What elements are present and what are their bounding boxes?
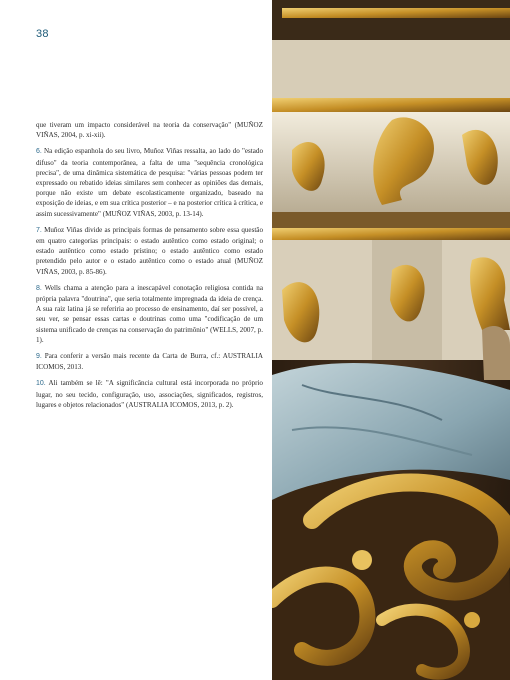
footnote-number: 10.	[36, 380, 46, 388]
footnote-text: Ali também se lê: "A significância cultural está incorporada no próprio lugar, no seu tecido, configuração, uso, associações, significados, registros, lugares e objetos relacionados" (AUSTRALIA ICOMOS, 2013, p. 2).	[36, 379, 263, 409]
footnote-text: Wells chama a atenção para a inescapável conotação religiosa contida na própria palavra "doutrina", que seria totalmente impregnada da ideia de crença. A sua raiz latina já se referiria ao processo de ensinamento, daí ser possível, a seu ver, se pensar essas cartas e doutrinas como uma "codificação de um sistema unificado de crenças na conservação do patrimônio" (WELLS, 2007, p. 1).	[36, 283, 263, 344]
footnote-10	[36, 378, 263, 410]
footnote-6	[36, 146, 263, 218]
footnotes-column	[36, 120, 263, 416]
baroque-altar-photo	[272, 0, 510, 680]
page-number: 38	[36, 28, 49, 40]
footnote-number: 7.	[36, 226, 42, 234]
footnote-9	[36, 351, 263, 372]
footnote-7	[36, 225, 263, 277]
footnote-number: 9.	[36, 353, 42, 361]
footnote-text: que tiveram um impacto considerável na teoria da conservação" (MUÑOZ VIÑAS, 2004, p. xi-xii).	[36, 121, 263, 140]
footnote-continuation	[36, 120, 263, 140]
footnote-text: Para conferir a versão mais recente da Carta de Burra, cf.: AUSTRALIA ICOMOS, 2013.	[36, 352, 263, 372]
footnote-number: 8.	[36, 284, 42, 292]
footnote-8	[36, 283, 263, 345]
footnote-text: Muñoz Viñas divide as principais formas de pensamento sobre essa questão em quatro categorias principais: o estado autêntico como estado original; o estado autêntico como estado prístino; o estado autêntico como estado pretendido pelo autor e o estado autêntico como o estado atual (MUÑOZ VIÑAS, 2003, p. 85-86).	[36, 225, 263, 276]
footnote-number: 6.	[36, 148, 42, 156]
altar-carving-image	[272, 0, 510, 680]
footnote-text: Na edição espanhola do seu livro, Muñoz Viñas ressalta, ao lado do "estado difuso" da teoria contemporânea, a falta de uma "sequência cronológica precisa", de uma dinâmica sistemática de pesquisa: "várias pessoas podem ter expressado ou rebatido ideias similares sem conhecer as opiniões das demais, porque não existe um debate escolasticamente organizado, baseado na exposição de ideias, e em sua crítica posterior – e na posterior crítica à crítica, e assim sucessivamente" (MUÑOZ VIÑAS, 2003, p. 13-14).	[36, 147, 263, 218]
